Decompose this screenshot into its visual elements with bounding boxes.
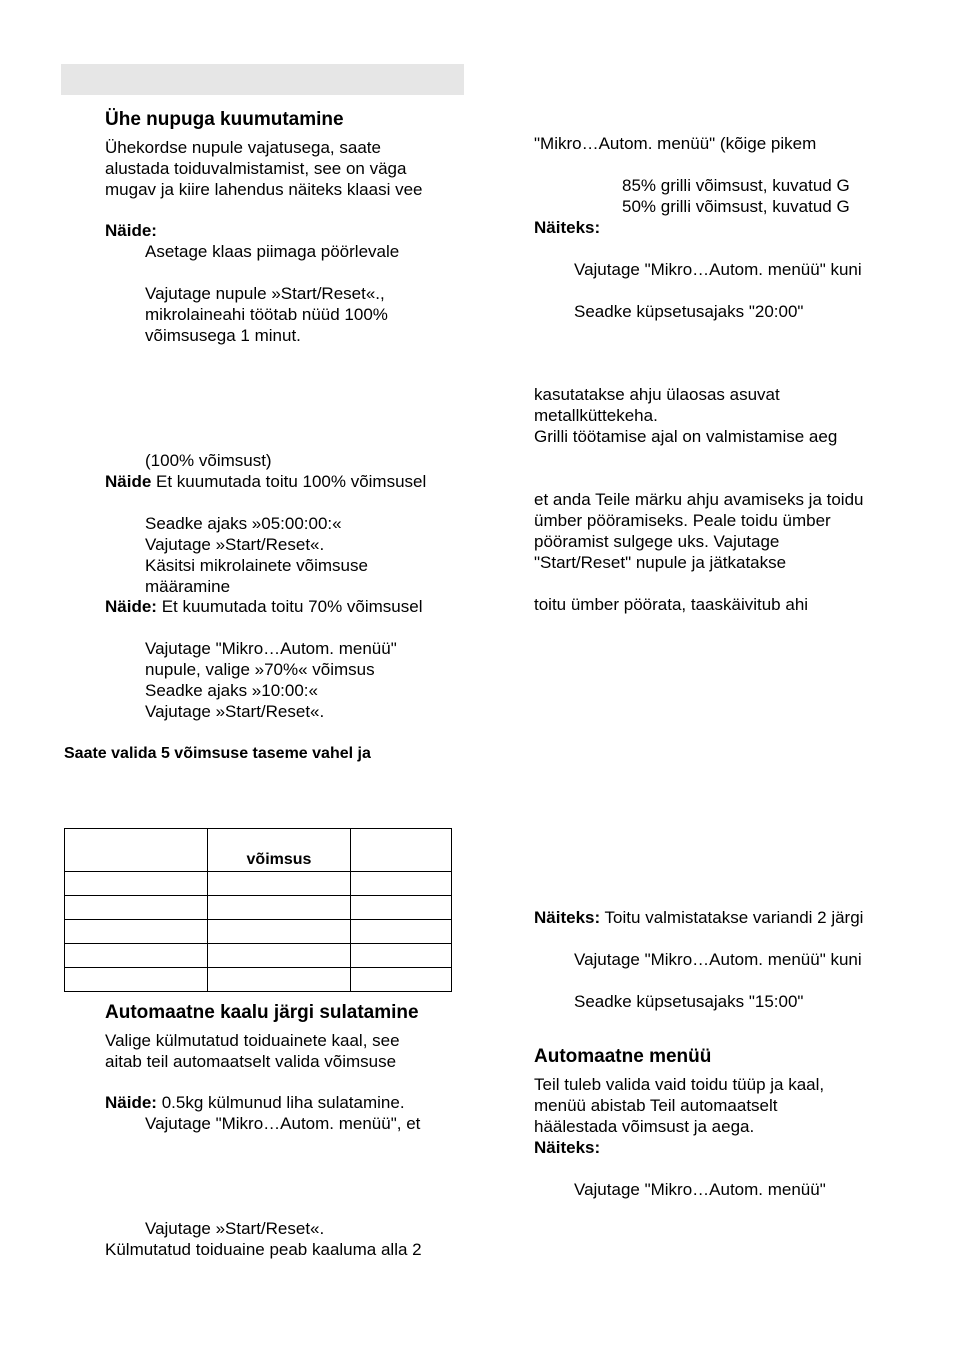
table-cell — [65, 968, 208, 992]
grill-level: 50% grilli võimsust, kuvatud G — [622, 197, 850, 216]
table-cell — [65, 920, 208, 944]
table-cell — [351, 968, 452, 992]
power-note: (100% võimsust) — [145, 451, 272, 470]
step-line: nupule, valige »70%« võimsus — [145, 660, 375, 679]
example-line — [105, 1093, 405, 1113]
step-line: võimsusega 1 minut. — [145, 326, 301, 345]
example-text: 0.5kg külmunud liha sulatamine. — [156, 1093, 405, 1112]
example-text: Et kuumutada toitu 70% võimsusel — [156, 597, 423, 616]
table-cell — [351, 944, 452, 968]
table-cell — [65, 944, 208, 968]
table-header-cell — [65, 829, 208, 872]
table-header-cell: võimsus — [208, 829, 351, 872]
heading-one-touch: Ühe nupuga kuumutamine — [105, 109, 344, 130]
table-cell — [208, 968, 351, 992]
table-row — [65, 944, 452, 968]
step-line: Vajutage "Mikro…Autom. menüü" — [574, 1180, 826, 1199]
one-touch-desc-line: alustada toiduvalmistamist, see on väga — [105, 159, 407, 178]
table-row — [65, 968, 452, 992]
example-text: Et kuumutada toitu 100% võimsusel — [151, 472, 427, 491]
defrost-desc-line: Valige külmutatud toiduainete kaal, see — [105, 1031, 400, 1050]
turn-info-line: toitu ümber pöörata, taaskäivitub ahi — [534, 595, 809, 614]
example-label: Näiteks: — [534, 218, 601, 237]
table-row — [65, 920, 452, 944]
heading-auto-defrost: Automaatne kaalu järgi sulatamine — [105, 1002, 419, 1023]
step-line: Vajutage "Mikro…Autom. menüü" kuni — [574, 950, 862, 969]
step-line: Vajutage nupule »Start/Reset«., — [145, 284, 385, 303]
table-cell — [351, 920, 452, 944]
table-row — [65, 872, 452, 896]
step-line: Käsitsi mikrolainete võimsuse — [145, 556, 368, 575]
table-cell — [65, 872, 208, 896]
table-cell — [208, 872, 351, 896]
one-touch-desc-line: Ühekordse nupule vajatusega, saate — [105, 138, 381, 157]
step-line: Vajutage »Start/Reset«. — [145, 535, 325, 554]
example-label: Näide: — [105, 597, 157, 616]
auto-menu-desc-line: häälestada võimsust ja aega. — [534, 1117, 755, 1136]
step-line: Seadke ajaks »10:00:« — [145, 681, 318, 700]
step-line: Seadke küpsetusajaks "15:00" — [574, 992, 804, 1011]
step-line: Vajutage »Start/Reset«. — [145, 1219, 325, 1238]
step-line: Asetage klaas piimaga pöörlevale — [145, 242, 400, 261]
step-line: mikrolaineahi töötab nüüd 100% — [145, 305, 388, 324]
example-label: Näiteks: — [534, 1138, 601, 1157]
step-line: Vajutage »Start/Reset«. — [145, 702, 325, 721]
grill-intro: "Mikro…Autom. menüü" (kõige pikem — [534, 134, 817, 153]
example-label: Näide — [105, 472, 152, 491]
example-line — [534, 908, 863, 928]
step-line: Vajutage "Mikro…Autom. menüü", et — [145, 1114, 421, 1133]
example-line — [105, 472, 426, 492]
power-level-table — [64, 828, 452, 992]
grill-level: 85% grilli võimsust, kuvatud G — [622, 176, 850, 195]
section-header-bar — [61, 64, 464, 95]
turn-info-line: pööramist sulgege uks. Vajutage — [534, 532, 780, 551]
grill-info-line: kasutatakse ahju ülaosas asuvat — [534, 385, 780, 404]
one-touch-desc-line: mugav ja kiire lahendus näiteks klaasi vee — [105, 180, 423, 199]
step-line: Seadke ajaks »05:00:00:« — [145, 514, 342, 533]
example-label: Näide: — [105, 221, 157, 240]
table-cell — [351, 872, 452, 896]
table-cell — [208, 920, 351, 944]
auto-menu-desc-line: menüü abistab Teil automaatselt — [534, 1096, 778, 1115]
defrost-desc-line: aitab teil automaatselt valida võimsuse — [105, 1052, 397, 1071]
table-cell — [208, 944, 351, 968]
turn-info-line: et anda Teile märku ahju avamiseks ja toidu — [534, 490, 864, 509]
table-cell — [65, 896, 208, 920]
step-line: Seadke küpsetusajaks "20:00" — [574, 302, 804, 321]
example-line — [105, 597, 423, 617]
step-line: Vajutage "Mikro…Autom. menüü" kuni — [574, 260, 862, 279]
table-header-cell — [351, 829, 452, 872]
auto-menu-desc-line: Teil tuleb valida vaid toidu tüüp ja kaal, — [534, 1075, 825, 1094]
turn-info-line: "Start/Reset" nupule ja jätkatakse — [534, 553, 787, 572]
grill-info-line: Grilli töötamise ajal on valmistamise aeg — [534, 427, 838, 446]
grill-info-line: metallküttekeha. — [534, 406, 658, 425]
heading-auto-menu: Automaatne menüü — [534, 1046, 712, 1067]
power-levels-title: Saate valida 5 võimsuse taseme vahel ja — [64, 745, 371, 762]
step-line: Vajutage "Mikro…Autom. menüü" — [145, 639, 397, 658]
example-text: Toitu valmistatakse variandi 2 järgi — [600, 908, 864, 927]
defrost-note: Külmutatud toiduaine peab kaaluma alla 2 — [105, 1240, 422, 1259]
table-row — [65, 896, 452, 920]
table-cell — [351, 896, 452, 920]
turn-info-line: ümber pööramiseks. Peale toidu ümber — [534, 511, 831, 530]
table-cell — [208, 896, 351, 920]
example-label: Näiteks: — [534, 908, 601, 927]
table-header-row — [65, 829, 452, 872]
step-line: määramine — [145, 577, 231, 596]
example-label: Näide: — [105, 1093, 157, 1112]
